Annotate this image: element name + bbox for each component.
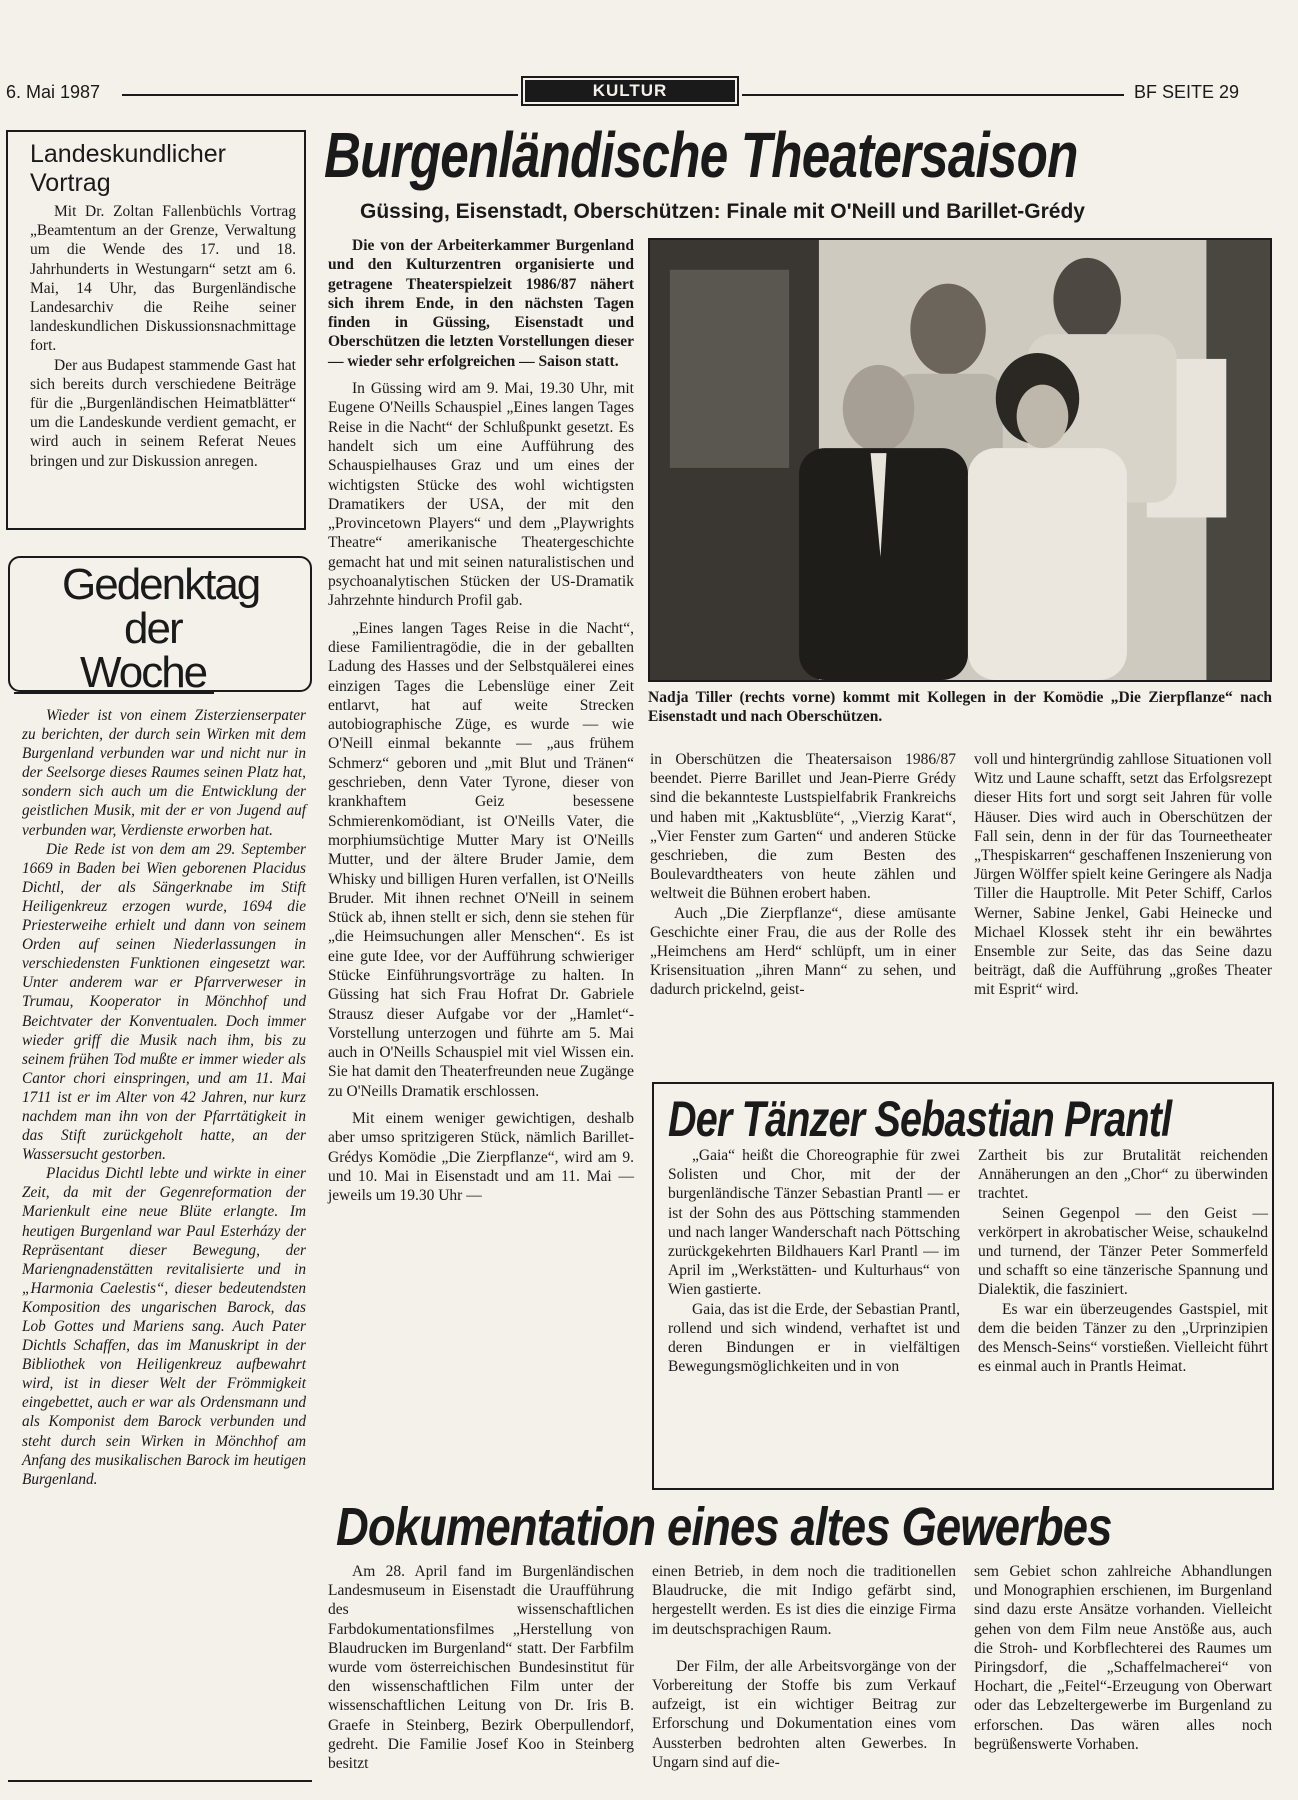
theater-lead: Die von der Arbeiterkammer Burgenland und den Kulturzentren organisierte und getragene Theaterspielzeit 1986/87 nähert sich ihrem Ende, in den nächsten Tagen finden in Güssing, Eisenstadt und Oberschützen die letzten Vorstellungen dieser — wieder sehr erfolgreichen — Saison statt. — [328, 237, 634, 370]
taenzer-c2: Zartheit bis zur Brutalität reichenden Annäherungen an den „Chor“ zu überwinden trachtet. — [978, 1147, 1268, 1203]
issue-date: 6. Mai 1987 — [6, 82, 101, 102]
landeskunde-title: Landeskundlicher Vortrag — [30, 140, 226, 197]
gedenktag-underline — [14, 692, 214, 694]
taenzer-c2c: Es war ein überzeugendes Gastspiel, mit dem die beiden Tänzer zu den „Urprinzipien des Mensch-Seins“ vorstießen. Vielleicht führt es einmal auch in Prantls Heimat. — [978, 1300, 1268, 1376]
taenzer-headline: Der Tänzer Sebastian Prantl — [668, 1091, 1172, 1147]
taenzer-col-2 — [978, 1146, 1268, 1376]
taenzer-c1: „Gaia“ heißt die Choreographie für zwei Solisten und Chor, mit der der burgenländische Tänzer Sebastian Prantl — er ist der Sohn des aus Pöttsching stammenden und nach langer Wanderschaft nach Pöttsching zurückgekehrten Bildhauers Karl Prantl — im April im „Werkstätten- und Kulturhaus“ von Wien gastierte. — [668, 1147, 960, 1299]
theater-photo — [648, 238, 1272, 682]
landeskunde-p2: Der aus Budapest stammende Gast hat sich bereits durch verschiedene Beiträge für die „Burgenländischen Heimatblätter“ um die Landeskunde verdient gemacht, er wird auch in seinem Referat Neues bringen und zur Diskussion anregen. — [30, 356, 296, 470]
section-label-text: KULTUR — [525, 80, 735, 102]
ensemble-photo-graphic — [650, 240, 1270, 680]
theater-c3b: Auch „Die Zierpflanze“, diese amüsante Geschichte einer Frau, die aus der Rolle des „Heimchens am Herd“ schlüpft, um in einer Krisensituation „ihren Mann“ zu sehen, und dadurch prickelnd, geist- — [650, 904, 956, 999]
taenzer-c1b: Gaia, das ist die Erde, der Sebastian Prantl, rollend und sich windend, verhaftet ist und deren Bindungen er in vielfältigen Bewegungsmöglichkeiten und in von — [668, 1300, 960, 1376]
doku-c1: Am 28. April fand im Burgenländischen Landesmuseum in Eisenstadt die Uraufführung des wissenschaftlichen Farbdokumentationsfilmes „Herstellung von Blaudrucken im Burgenland“ statt. Der Farbfilm wurde vom österreichischen Bundesinstitut für den wissenschaftlichen Film unter der wissenschaftlichen Leitung von Dr. Iris B. Graefe in Steinberg, Bezirk Oberpullendorf, gedreht. Die Familie Josef Koo in Steinberg besitzt — [328, 1563, 634, 1773]
doku-headline: Dokumentation eines altes Gewerbes — [336, 1497, 1112, 1557]
theater-col-4 — [974, 750, 1272, 1000]
gedenktag-title-2: der — [124, 604, 182, 653]
section-label — [521, 76, 739, 106]
theater-headline: Burgenländische Theatersaison — [324, 119, 1078, 191]
theater-c4: voll und hintergründig zahllose Situationen voll Witz und Laune schafft, setzt das Erfolgsrezept dieser Hits fort und sorgt seit Jahren für volle Häuser. Dies wird auch in Oberschützen der Fall sein, denn in der für das Tourneetheater „Thespiskarren“ geschaffenen Inszenierung von Jürgen Wölffer spielt keine Geringere als Nadja Tiller die Hauptrolle. Mit Peter Schiff, Carlos Werner, Sabine Jenkel, Gabi Heinecke und Michael Klossek steht ihr ein bewährtes Ensemble zur Seite, das das Seine dazu beiträgt, daß die Aufführung „großes Theater mit Esprit“ wird. — [974, 751, 1272, 999]
photo-caption: Nadja Tiller (rechts vorne) kommt mit Kollegen in der Komödie „Die Zierpflanze“ nach Eisenstadt und nach Oberschützen. — [648, 689, 1272, 725]
theater-c3a: in Oberschützen die Theatersaison 1986/87 beendet. Pierre Barillet und Jean-Pierre Grédy sind die bekannteste Lustspielfabrik Frankreichs und haben mit „Kaktusblüte“, „Vierzig Karat“, „Vier Fenster zum Garten“ und anderen Stücke geschrieben, die zum Besten des Boulevardtheaters von heute zählen und weltweit die Bühnen erobert haben. — [650, 751, 956, 903]
theater-col-1 — [328, 236, 634, 1206]
doku-c2a: einen Betrieb, in dem noch die traditionellen Blaudrucke, die mit Indigo gefärbt sind, hergestellt werden. Es ist dies die einzige Firma im deutschsprachigen Raum. — [652, 1563, 956, 1638]
theater-p3: Mit einem weniger gewichtigen, deshalb aber umso spritzigeren Stück, nämlich Barillet-Grédys Komödie „Die Zierpflanze“, wird am 9. und 10. Mai in Eisenstadt und am 11. Mai — jeweils um 19.30 Uhr — — [328, 1110, 634, 1205]
gedenktag-title-3: Woche — [80, 648, 207, 697]
doku-c2b: Der Film, der alle Arbeitsvorgänge von der Vorbereitung der Stoffe bis zum Verkauf aufzeigt, ist ein wichtiger Beitrag zur Erforschung und Dokumentation eines vom Aussterben bedrohten alten Gewerbes. In Ungarn sind auf die- — [652, 1657, 956, 1771]
theater-p2: „Eines langen Tages Reise in die Nacht“, diese Familientragödie, die in der geballten Ladung des Hasses und der Selbstquälerei eines einzigen Tages die Lebenslüge einer Zeit entlarvt, hat auf weite Strecken autobiographische Züge, es wurde — wie O'Neill einmal bekannte — „aus frühem Schmerz“ geboren und „mit Blut und Tränen“ geschrieben, denn Vater Tyrone, dieser von krankhaftem Geiz besessene Schmierenkomödiant, ist O'Neills Vater, die morphiumsüchtige Mutter Mary ist O'Neills Mutter, und der ältere Bruder Jamie, dem Whisky und billigen Huren verfallen, ist O'Neills Bruder. Mit ihnen rechnet O'Neill in seinem Stück ab, ihnen stellt er sich, denn sie stehen für „die Heimsuchungen aller Menschen“. Es ist eine gute Idee, vor der Aufführung schwieriger Stücke Einführungsvorträge zu halten. In Güssing hat sich Frau Hofrat Dr. Gabriele Strausz dieser Aufgabe vor der „Hamlet“-Vorstellung unterzogen und führte am 5. Mai auch in O'Neills Schauspiel mit viel Wissen ein. Sie hat damit den Theaterfreunden neue Zugänge zu O'Neills Dramatik erschlossen. — [328, 619, 634, 1100]
doku-col-3 — [974, 1562, 1272, 1754]
gedenktag-title-1: Gedenktag — [62, 560, 260, 609]
gedenktag-p2: Die Rede ist von dem am 29. September 1669 in Baden bei Wien geborenen Placidus Dichtl, der als Sängerknabe im Stift Heiligenkreuz erzogen wurde, 1694 die Priesterweihe erhielt und dann von seinem Orden auf seinen Niederlassungen in verschiedensten Funktionen eingesetzt war. Unter anderem war er Pfarrverweser in Trumau, Kooperator in Mönchhof und Beichtvater der Konventualen. Doch immer wieder griff die Musik nach ihm, bis zu seinem frühen Tod mußte er immer wieder als Cantor chori einspringen, und am 11. Mai 1711 ist er im Alter von 42 Jahren, nur kurz nachdem man ihn von der Pfarrtätigkeit in das Stift zurückgeholt hatte, an der Wassersucht gestorben. — [22, 840, 306, 1164]
landeskunde-text — [30, 202, 296, 471]
gedenktag-p1: Wieder ist von einem Zisterzienserpater zu berichten, der durch sein Wirken mit dem Burgenland verbunden war und nicht nur in der Seelsorge dieses Raumes seinen Platz hat, sondern sich auch um die Entwicklung der geistlichen Musik, mit der er von Jugend auf verbunden war, Verdienste erworben hat. — [22, 707, 306, 839]
landeskunde-p1: Mit Dr. Zoltan Fallenbüchls Vortrag „Beamtentum an der Grenze, Verwaltung um die Wende des 17. und 18. Jahrhunderts in Westungarn“ setzt am 6. Mai, 14 Uhr, das Burgenländische Landesarchiv die Reihe seiner landeskundlichen Diskussionsnachmittage fort. — [30, 203, 296, 355]
doku-col-2 — [652, 1562, 956, 1772]
doku-c3: sem Gebiet schon zahlreiche Abhandlungen und Monographien erschienen, im Burgenland sind dazu erste Ansätze vorhanden. Vielleicht gehen von dem Film neue Anstöße aus, auch die Stroh- und Korbflechterei des Raumes um Piringsdorf, die „Schaffelmacherei“ von Hochart, die „Feitel“-Erzeugung von Oberwart oder das Lebzeltergewerbe im Burgenland zu erforschen. Das wären alles noch begrüßenswerte Vorhaben. — [974, 1563, 1272, 1753]
gedenktag-bottom-rule — [8, 1780, 312, 1782]
gedenktag-text — [22, 706, 306, 1489]
header-rule-left — [122, 94, 518, 96]
theater-col-3 — [650, 750, 956, 1000]
page-number: BF SEITE 29 — [1134, 82, 1240, 102]
landeskunde-box — [6, 130, 306, 530]
theater-subheadline: Güssing, Eisenstadt, Oberschützen: Finale mit O'Neill und Barillet-Grédy — [360, 200, 1085, 223]
gedenktag-p3: Placidus Dichtl lebte und wirkte in einer Zeit, da mit der Gegenreformation der Marienkult eine neue Blüte erlangte. Im heutigen Burgenland war Paul Esterházy der Repräsentant dieser Bewegung, der Mariengnadenstätten revitalisierte und in „Harmonia Caelestis“, dieser bedeutendsten Komposition des ungarischen Barock, das Lob Gottes und Mariens sang. Auch Pater Dichtls Schaffen, das im Manuskript in der Bibliothek von Heiligenkreuz aufbewahrt wird, ist in dieser Welt der Frömmigkeit eingebettet, auch er war als Ordensmann und als Komponist dem Barock verbunden und steht durch sein Wirken in Mönchhof am Anfang des musikalischen Barock im heutigen Burgenland. — [22, 1165, 306, 1488]
header-rule-right — [742, 94, 1124, 96]
theater-p1: In Güssing wird am 9. Mai, 19.30 Uhr, mit Eugene O'Neills Schauspiel „Eines langen Tages Reise in die Nacht“ der Schlußpunkt gesetzt. Es handelt sich um eine Aufführung des Schauspielhauses Graz und um eines der wichtigsten Stücke des wohl wichtigsten Dramatikers der USA, der mit den „Provincetown Players“ und dem „Playwrights Theatre“ amerikanische Theatergeschichte gemacht hat und mit seinen naturalistischen und psychoanalytischen Stücken der US-Dramatik Jahrzehnte hindurch Profil gab. — [328, 380, 634, 610]
taenzer-c2b: Seinen Gegenpol — den Geist — verkörpert in akrobatischer Weise, schaukelnd und turnend, der Tänzer Peter Sommerfeld und schafft so eine tänzerische Spannung und Dialektik, die fasziniert. — [978, 1204, 1268, 1299]
doku-col-1 — [328, 1562, 634, 1773]
taenzer-col-1 — [668, 1146, 960, 1376]
